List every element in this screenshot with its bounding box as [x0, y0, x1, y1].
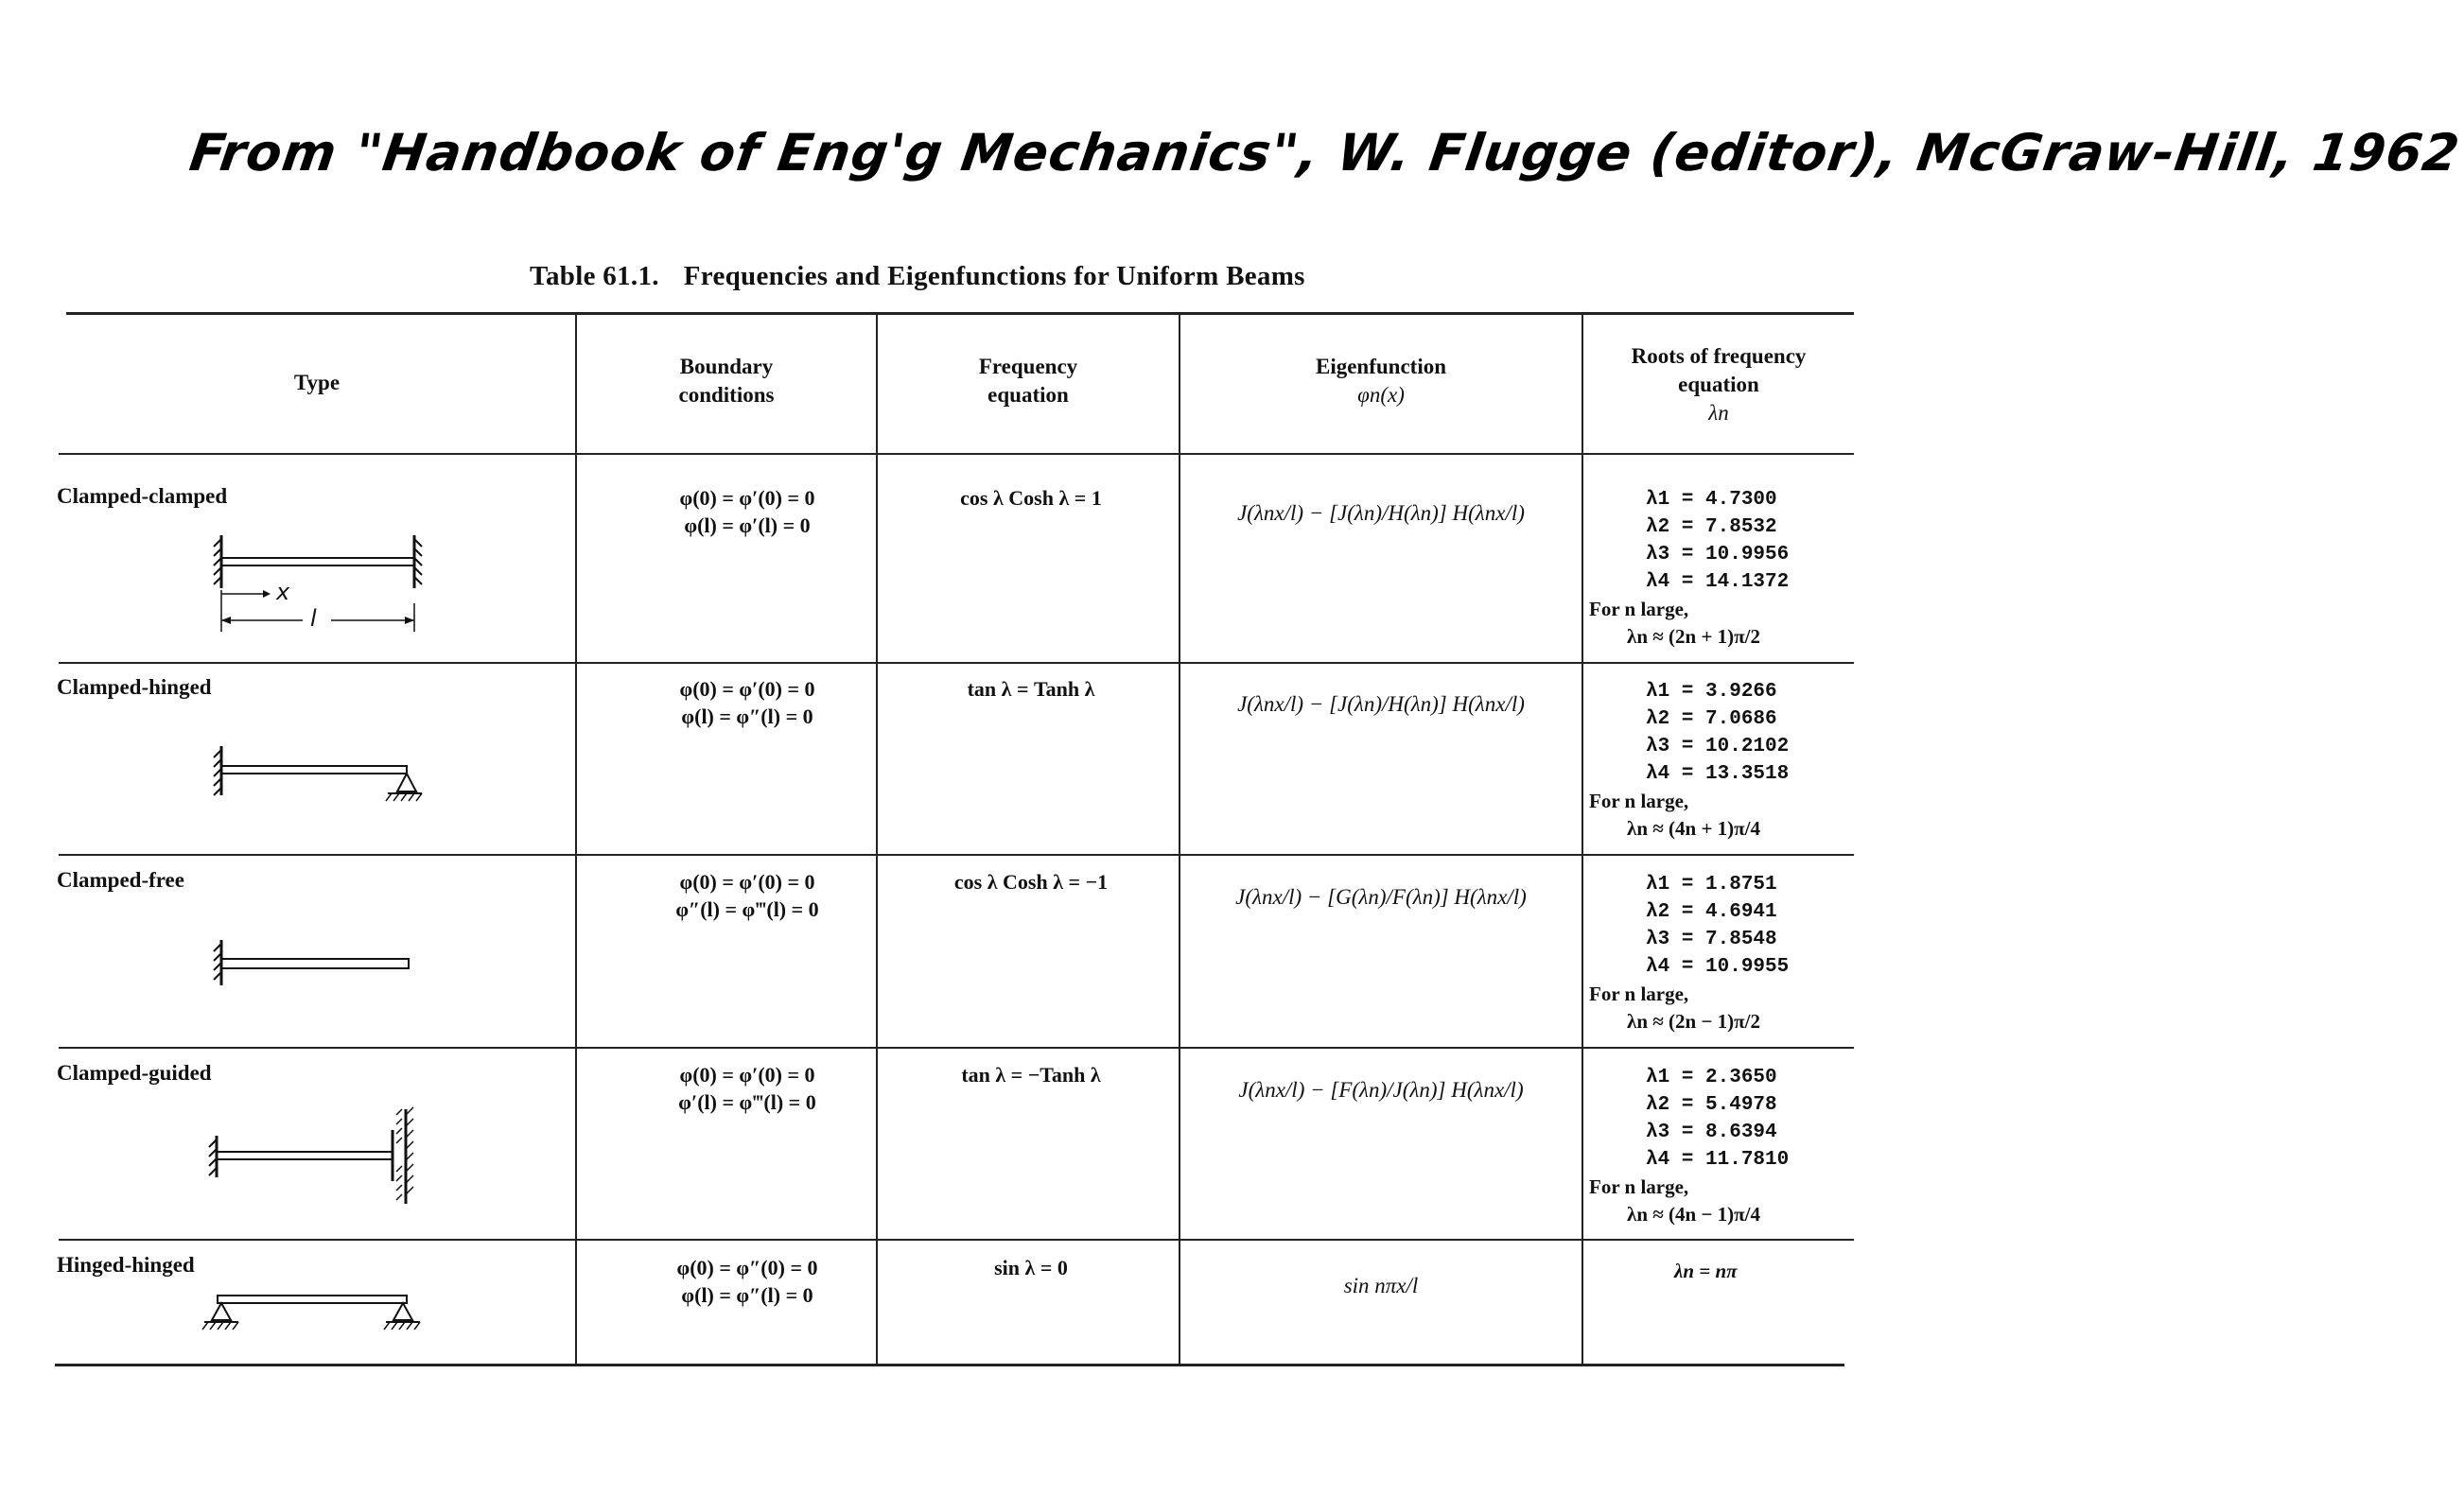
eigenfunction-cell: J(λnx/l) − [J(λn)/H(λn)] H(λnx/l)	[1237, 692, 1525, 716]
eigenfunction-cell: J(λnx/l) − [G(λn)/F(λn)] H(λnx/l)	[1235, 885, 1527, 909]
roots-cell: λ1 = 2.3650 λ2 = 5.4978 λ3 = 8.6394 λ4 = 11.7810 For n large, λn ≈ (4n − 1)π/4	[1589, 1067, 1790, 1226]
roots-cell: λ1 = 1.8751 λ2 = 4.6941 λ3 = 7.8548 λ4 = 10.9955 For n large, λn ≈ (2n − 1)π/2	[1589, 874, 1790, 1033]
boundary-conditions-cell: φ(0) = φ′(0) = 0 φ(l) = φ″(l) = 0	[679, 677, 815, 728]
handwritten-source-note: From "Handbook of Eng'g Mechanics", W. Flugge (editor), McGraw-Hill, 1962	[185, 123, 2464, 183]
clamped-clamped-beam-diagram	[208, 530, 435, 638]
header-bottom-rule	[59, 453, 1854, 455]
roots-cell: λ1 = 3.9266 λ2 = 7.0686 λ3 = 10.2102 λ4 = 13.3518 For n large, λn ≈ (4n + 1)π/4	[1589, 681, 1790, 840]
row-divider	[59, 662, 1854, 664]
eigenfunction-cell: J(λnx/l) − [F(λn)/J(λn)] H(λnx/l)	[1238, 1078, 1524, 1102]
row-divider	[59, 1047, 1854, 1049]
roots-cell: λn = nπ	[1674, 1260, 1738, 1282]
table-number: Table 61.1.	[530, 261, 659, 291]
row-type-label: Clamped-free	[57, 868, 184, 892]
row-type-label: Clamped-clamped	[57, 484, 228, 508]
row-type-label: Clamped-hinged	[57, 675, 212, 699]
header-roots: Roots of frequency equation λn	[1631, 344, 1807, 425]
row-divider	[59, 1239, 1854, 1241]
frequency-equation-cell: tan λ = −Tanh λ	[961, 1063, 1101, 1087]
eigenfunction-cell: sin nπx/l	[1343, 1274, 1419, 1297]
frequency-equation-cell: cos λ Cosh λ = 1	[960, 486, 1102, 510]
row-type-label: Clamped-guided	[57, 1061, 212, 1085]
boundary-conditions-cell: φ(0) = φ′(0) = 0 φ″(l) = φ‴(l) = 0	[675, 870, 819, 921]
boundary-conditions-cell: φ(0) = φ″(0) = 0 φ(l) = φ″(l) = 0	[676, 1256, 818, 1307]
header-eigenfunction: Eigenfunction φn(x)	[1315, 355, 1447, 407]
boundary-conditions-cell: φ(0) = φ′(0) = 0 φ′(l) = φ‴(l) = 0	[678, 1063, 816, 1114]
table-caption: Frequencies and Eigenfunctions for Uniform Beams	[683, 261, 1305, 291]
dimension-l-label: l	[310, 605, 317, 632]
boundary-conditions-cell: φ(0) = φ′(0) = 0 φ(l) = φ′(l) = 0	[679, 486, 815, 537]
dimension-x-label: x	[276, 579, 290, 605]
column-divider	[575, 314, 577, 1364]
roots-cell: λ1 = 4.7300 λ2 = 7.8532 λ3 = 10.9956 λ4 = 14.1372 For n large, λn ≈ (2n + 1)π/2	[1589, 489, 1790, 648]
header-boundary-conditions: Boundary conditions	[678, 355, 775, 407]
clamped-guided-beam-diagram	[203, 1102, 430, 1206]
column-divider	[876, 314, 878, 1364]
table-top-rule	[66, 312, 1854, 315]
frequency-equation-cell: tan λ = Tanh λ	[967, 677, 1095, 701]
header-type: Type	[293, 371, 341, 394]
clamped-free-beam-diagram	[208, 936, 435, 993]
row-divider	[59, 854, 1854, 856]
frequency-equation-cell: sin λ = 0	[994, 1256, 1068, 1279]
clamped-hinged-beam-diagram	[208, 742, 435, 809]
table-bottom-rule	[55, 1364, 1844, 1366]
column-divider	[1582, 314, 1583, 1364]
column-divider	[1179, 314, 1180, 1364]
eigenfunction-cell: J(λnx/l) − [J(λn)/H(λn)] H(λnx/l)	[1237, 501, 1525, 525]
hinged-hinged-beam-diagram	[199, 1286, 426, 1343]
table-title	[530, 261, 1330, 292]
frequency-equation-cell: cos λ Cosh λ = −1	[953, 870, 1109, 894]
row-type-label: Hinged-hinged	[57, 1253, 195, 1277]
header-frequency-equation: Frequency equation	[978, 355, 1078, 407]
